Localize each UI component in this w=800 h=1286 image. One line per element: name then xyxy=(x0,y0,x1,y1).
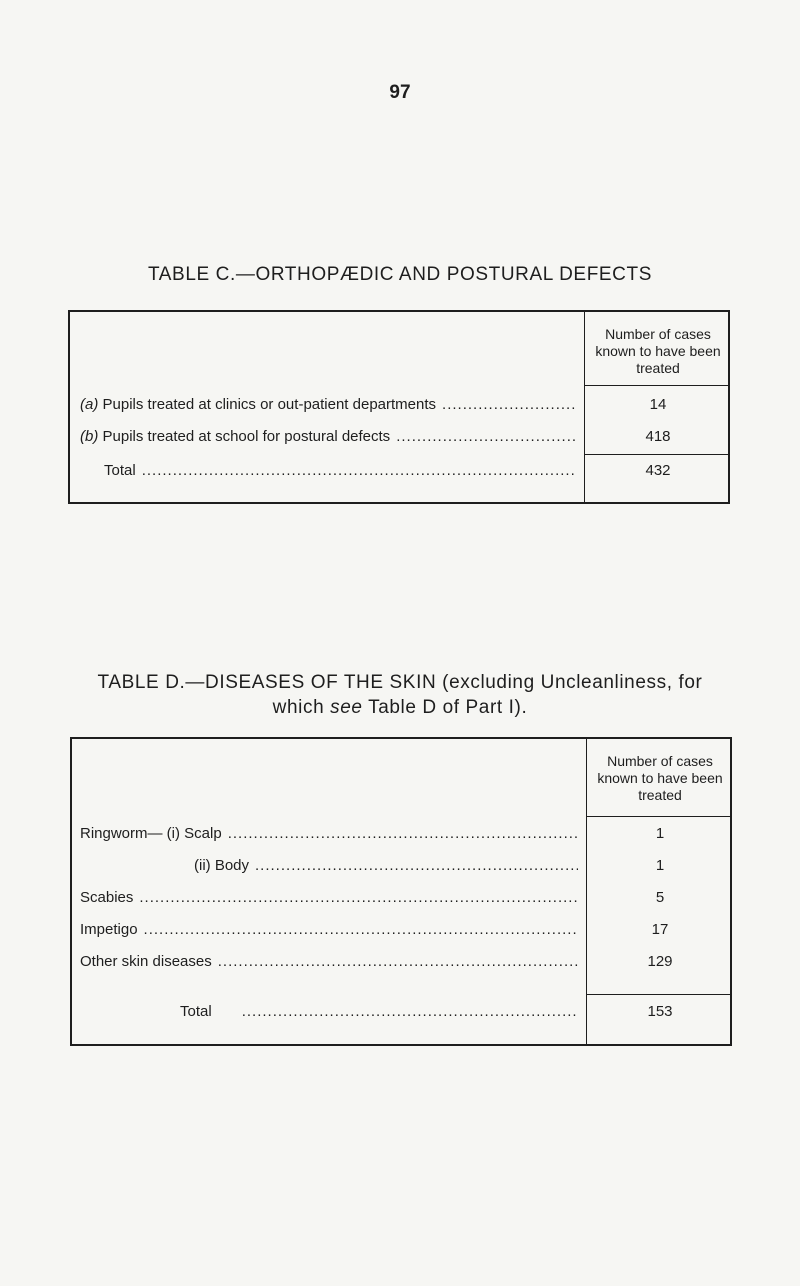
table-row xyxy=(80,953,578,970)
table-d-column-header: Number of cases known to have been treated xyxy=(597,753,723,803)
table-total-row xyxy=(104,462,576,479)
table-total-row xyxy=(180,1003,578,1020)
table-d-title xyxy=(0,670,800,720)
row-label: Pupils treated at school for postural defects xyxy=(102,428,391,445)
table-c-title: TABLE C.—ORTHOPÆDIC AND POSTURAL DEFECTS xyxy=(147,264,652,285)
total-value: 153 xyxy=(647,1003,673,1020)
row-value: 129 xyxy=(647,953,673,970)
total-label: Total xyxy=(104,462,136,479)
table-c-column-header: Number of cases known to have been treated xyxy=(595,326,721,376)
row-value: 1 xyxy=(655,825,665,842)
table-row xyxy=(80,921,578,938)
row-label: (ii) Body xyxy=(194,857,250,874)
table-row xyxy=(194,857,578,874)
row-marker: (a) xyxy=(80,396,99,413)
table-row xyxy=(80,428,576,445)
table-row xyxy=(80,825,578,842)
table-d xyxy=(70,737,732,1046)
table-c xyxy=(68,310,730,504)
table-row xyxy=(80,889,578,906)
row-label: Scabies xyxy=(80,889,134,906)
row-label: Impetigo xyxy=(80,921,138,938)
row-label: Ringworm— (i) Scalp xyxy=(80,825,222,842)
row-value: 14 xyxy=(649,396,667,413)
row-value: 1 xyxy=(655,857,665,874)
total-label: Total xyxy=(180,1003,212,1020)
total-value: 432 xyxy=(645,462,671,479)
row-label: Pupils treated at clinics or out-patient departments xyxy=(102,396,437,413)
row-value: 5 xyxy=(655,889,665,906)
table-d-title-line1: TABLE D.—DISEASES OF THE SKIN (excluding Uncleanliness, for xyxy=(97,672,703,693)
row-value: 17 xyxy=(651,921,669,938)
row-marker: (b) xyxy=(80,428,99,445)
table-row xyxy=(80,396,576,413)
row-value: 418 xyxy=(645,428,671,445)
table-d-title-line2: which see Table D of Part I). xyxy=(272,697,528,718)
row-label: Other skin diseases xyxy=(80,953,212,970)
page-number: 97 xyxy=(389,82,411,103)
